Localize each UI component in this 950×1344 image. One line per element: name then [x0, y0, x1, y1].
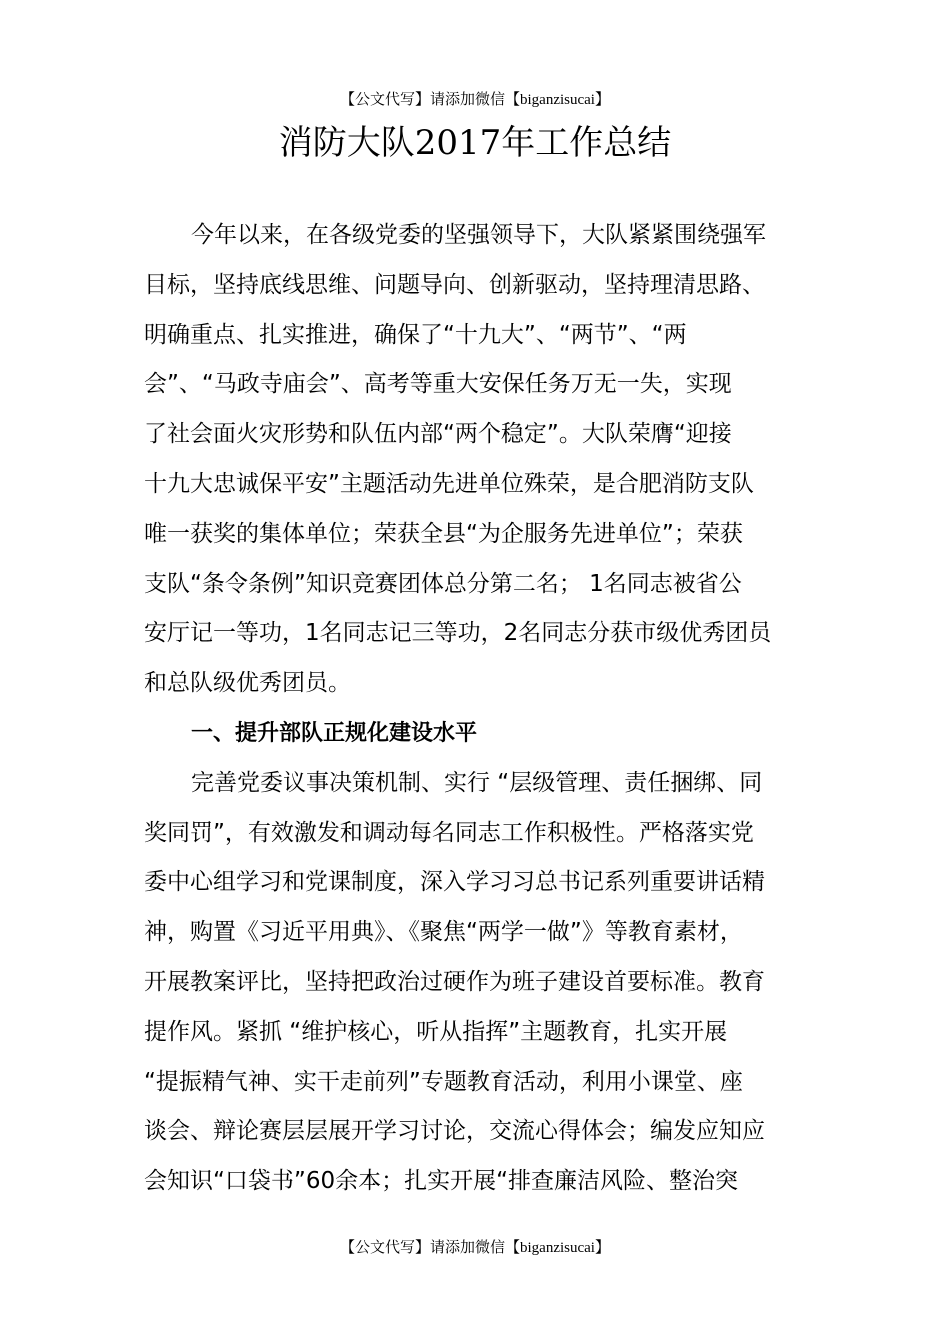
header-note: 【公文代写】请添加微信【biganzisucai】 [340, 92, 610, 108]
paragraph-line: 委中心组学习和党课制度，深入学习习总书记系列重要讲话精 [144, 869, 765, 896]
paragraph-line: 会知识“口袋书”60余本；扎实开展“排查廉洁风险、整治突 [144, 1168, 739, 1195]
paragraph-line: 和总队级优秀团员。 [144, 670, 351, 697]
paragraph-line: 谈会、辩论赛层层展开学习讨论，交流心得体会；编发应知应 [144, 1118, 765, 1145]
paragraph-line: 开展教案评比，坚持把政治过硬作为班子建设首要标准。教育 [144, 968, 765, 995]
paragraph-line: 目标，坚持底线思维、问题导向、创新驱动，坚持理清思路、 [144, 271, 765, 298]
paragraph-line: 安厅记一等功，1名同志记三等功，2名同志分获市级优秀团员 [144, 620, 772, 647]
paragraph-line: 神，购置《习近平用典》、《聚焦“两学一做”》等教育素材， [144, 919, 743, 946]
paragraph-line: 支队“条令条例”知识竞赛团体总分第二名； 1名同志被省公 [144, 570, 742, 597]
document-title: 消防大队2017年工作总结 [278, 123, 672, 163]
paragraph-line: 十九大忠诚保平安”主题活动先进单位殊荣，是合肥消防支队 [144, 470, 754, 497]
paragraph-line: “提振精气神、实干走前列”专题教育活动，利用小课堂、座 [144, 1068, 743, 1095]
paragraph-line: 明确重点、扎实推进，确保了“十九大”、“两节”、“两 [144, 321, 687, 348]
section-heading: 一、提升部队正规化建设水平 [191, 720, 478, 746]
paragraph-line: 提作风。紧抓 “维护核心，听从指挥”主题教育，扎实开展 [144, 1018, 728, 1045]
paragraph-line: 会”、“马政寺庙会”、高考等重大安保任务万无一失，实现 [144, 371, 732, 398]
footer-note: 【公文代写】请添加微信【biganzisucai】 [340, 1240, 610, 1256]
document-body [144, 211, 814, 1207]
paragraph-line: 奖同罚”，有效激发和调动每名同志工作积极性。严格落实党 [144, 819, 754, 846]
paragraph-line: 完善党委议事决策机制、实行 “层级管理、责任捆绑、同 [191, 769, 763, 796]
paragraph-line: 唯一获奖的集体单位；荣获全县“为企服务先进单位”；荣获 [144, 520, 743, 547]
paragraph-line: 了社会面火灾形势和队伍内部“两个稳定”。大队荣膺“迎接 [144, 421, 732, 448]
paragraph-line: 今年以来，在各级党委的坚强领导下，大队紧紧围绕强军 [191, 222, 766, 248]
